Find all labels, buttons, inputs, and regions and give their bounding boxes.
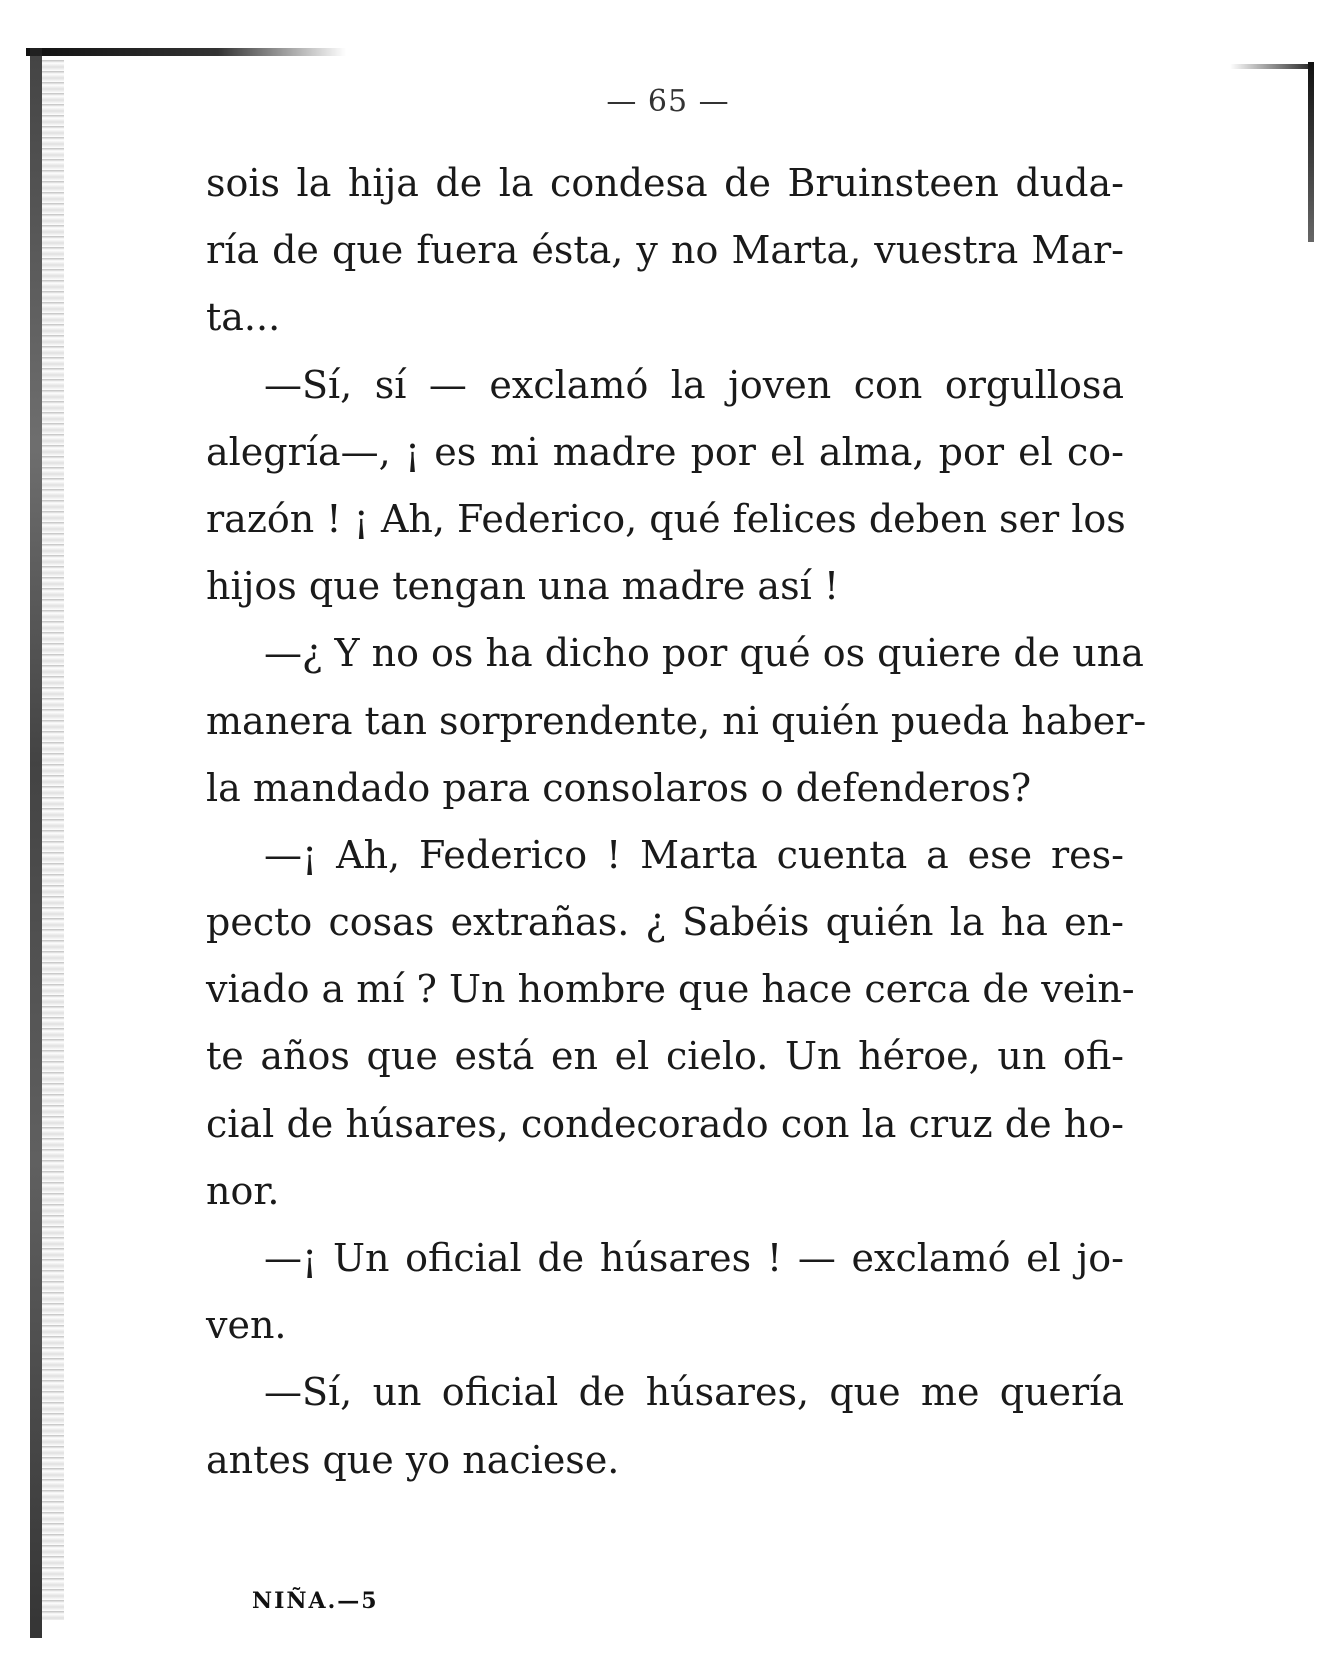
text-line: cial de húsares, condecorado con la cruz de ho- [206, 1101, 1124, 1146]
body-text [206, 150, 1147, 1494]
text-line: ven. [206, 1303, 287, 1348]
text-line: viado a mí ? Un hombre que hace cerca de vein- [206, 967, 1135, 1012]
text-line: —¡ Ah, Federico ! Marta cuenta a ese res- [264, 832, 1124, 877]
text-line: ta... [206, 295, 281, 340]
text-line: pecto cosas extrañas. ¿ Sabéis quién la ha en- [206, 900, 1124, 945]
footer-signature-mark: NIÑA.—5 [252, 1588, 379, 1614]
text-line: —¡ Un oficial de húsares ! — exclamó el jo- [264, 1236, 1124, 1280]
text-line: razón ! ¡ Ah, Federico, qué felices deben ser los [206, 496, 1126, 541]
text-line: te años que está en el cielo. Un héroe, un ofi- [206, 1034, 1124, 1079]
text-line: —¿ Y no os ha dicho por qué os quiere de una [264, 631, 1144, 676]
text-line: sois la hija de la condesa de Bruinsteen duda- [206, 161, 1124, 205]
text-line: manera tan sorprendente, ni quién pueda haber- [206, 698, 1147, 743]
page-edge-top-shadow [26, 48, 346, 56]
page-edge-right-top-shadow [1230, 64, 1314, 69]
text-line: —Sí, sí — exclamó la joven con orgullosa [264, 362, 1124, 407]
text-line: nor. [206, 1168, 280, 1213]
text-line: ría de que fuera ésta, y no Marta, vuestra Mar- [206, 228, 1124, 273]
text-line: la mandado para consolaros o defenderos? [206, 765, 1032, 810]
text-line: —Sí, un oficial de húsares, que me quería [264, 1370, 1124, 1415]
text-line: alegría—, ¡ es mi madre por el alma, por el co- [206, 429, 1124, 474]
page-edge-left-shadow [30, 48, 42, 1638]
page-number: — 65 — [606, 84, 730, 119]
page-edge-left-speckle [42, 60, 64, 1620]
text-line: hijos que tengan una madre así ! [206, 564, 840, 609]
text-line: antes que yo naciese. [206, 1437, 620, 1482]
